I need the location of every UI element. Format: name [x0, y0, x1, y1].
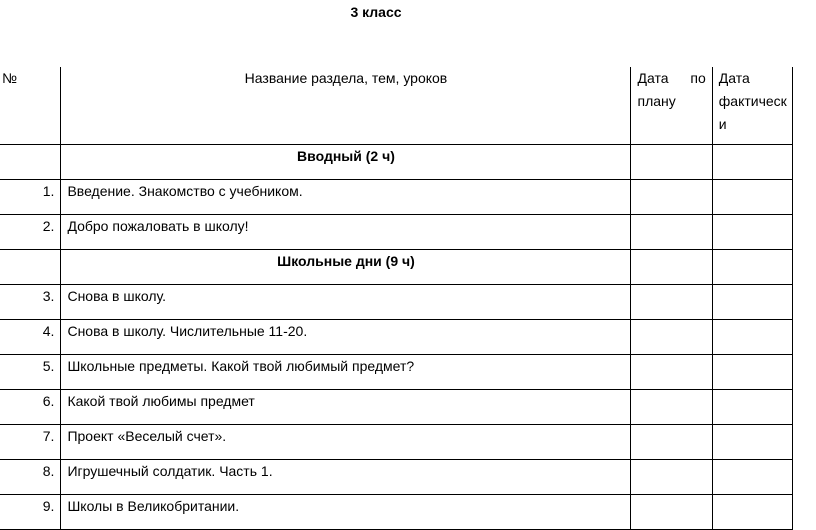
- row-number: 2.: [0, 215, 61, 250]
- plan-date-cell: [631, 180, 712, 215]
- row-number: 9.: [0, 495, 61, 530]
- lesson-title: Какой твой любимы предмет: [61, 390, 631, 425]
- row-number: 1.: [0, 180, 61, 215]
- lesson-title: Добро пожаловать в школу!: [61, 215, 631, 250]
- lesson-title: Снова в школу. Числительные 11-20.: [61, 320, 631, 355]
- lesson-row: [0, 180, 793, 215]
- header-number: №: [0, 67, 61, 145]
- header-fact-date-line3: и: [718, 116, 727, 132]
- header-fact-date-line2: фактическ: [718, 93, 787, 109]
- row-number: 8.: [0, 460, 61, 495]
- fact-date-cell: [712, 250, 792, 285]
- section-row: [0, 250, 793, 285]
- fact-date-cell: [712, 320, 792, 355]
- plan-date-cell: [631, 355, 712, 390]
- section-row: [0, 145, 793, 180]
- lesson-row: [0, 425, 793, 460]
- lesson-title: Школьные предметы. Какой твой любимый предмет?: [61, 355, 631, 390]
- header-plan-date: [631, 67, 712, 145]
- header-plan-date-prep: по: [690, 70, 706, 86]
- lesson-title: Школы в Великобритании.: [61, 495, 631, 530]
- row-number: [0, 145, 61, 180]
- lesson-row: [0, 495, 793, 530]
- page-title: 3 класс: [350, 4, 402, 20]
- header-fact-date-line1: Дата: [718, 70, 750, 86]
- row-number: [0, 250, 61, 285]
- lesson-row: [0, 215, 793, 250]
- header-name: Название раздела, тем, уроков: [61, 67, 631, 145]
- fact-date-cell: [712, 460, 792, 495]
- lesson-title: Проект «Веселый счет».: [61, 425, 631, 460]
- plan-date-cell: [631, 495, 712, 530]
- fact-date-cell: [712, 180, 792, 215]
- header-plan-date-word: Дата: [637, 70, 669, 86]
- plan-date-cell: [631, 390, 712, 425]
- row-number: 6.: [0, 390, 61, 425]
- lesson-row: [0, 285, 793, 320]
- header-fact-date: [712, 67, 792, 145]
- fact-date-cell: [712, 390, 792, 425]
- lesson-row: [0, 390, 793, 425]
- row-number: 7.: [0, 425, 61, 460]
- lesson-title: Игрушечный солдатик. Часть 1.: [61, 460, 631, 495]
- plan-date-cell: [631, 215, 712, 250]
- lesson-plan-table: [0, 67, 793, 530]
- section-title: Школьные дни (9 ч): [61, 250, 631, 285]
- fact-date-cell: [712, 495, 792, 530]
- row-number: 4.: [0, 320, 61, 355]
- fact-date-cell: [712, 355, 792, 390]
- fact-date-cell: [712, 145, 792, 180]
- plan-date-cell: [631, 320, 712, 355]
- plan-date-cell: [631, 285, 712, 320]
- plan-date-cell: [631, 145, 712, 180]
- fact-date-cell: [712, 425, 792, 460]
- lesson-row: [0, 460, 793, 495]
- row-number: 5.: [0, 355, 61, 390]
- fact-date-cell: [712, 215, 792, 250]
- header-plan-date-line2: плану: [637, 93, 676, 109]
- fact-date-cell: [712, 285, 792, 320]
- lesson-title: Снова в школу.: [61, 285, 631, 320]
- plan-date-cell: [631, 250, 712, 285]
- row-number: 3.: [0, 285, 61, 320]
- lesson-row: [0, 355, 793, 390]
- lesson-row: [0, 320, 793, 355]
- plan-date-cell: [631, 425, 712, 460]
- table-header-row: [0, 67, 793, 145]
- plan-date-cell: [631, 460, 712, 495]
- section-title: Вводный (2 ч): [61, 145, 631, 180]
- lesson-title: Введение. Знакомство с учебником.: [61, 180, 631, 215]
